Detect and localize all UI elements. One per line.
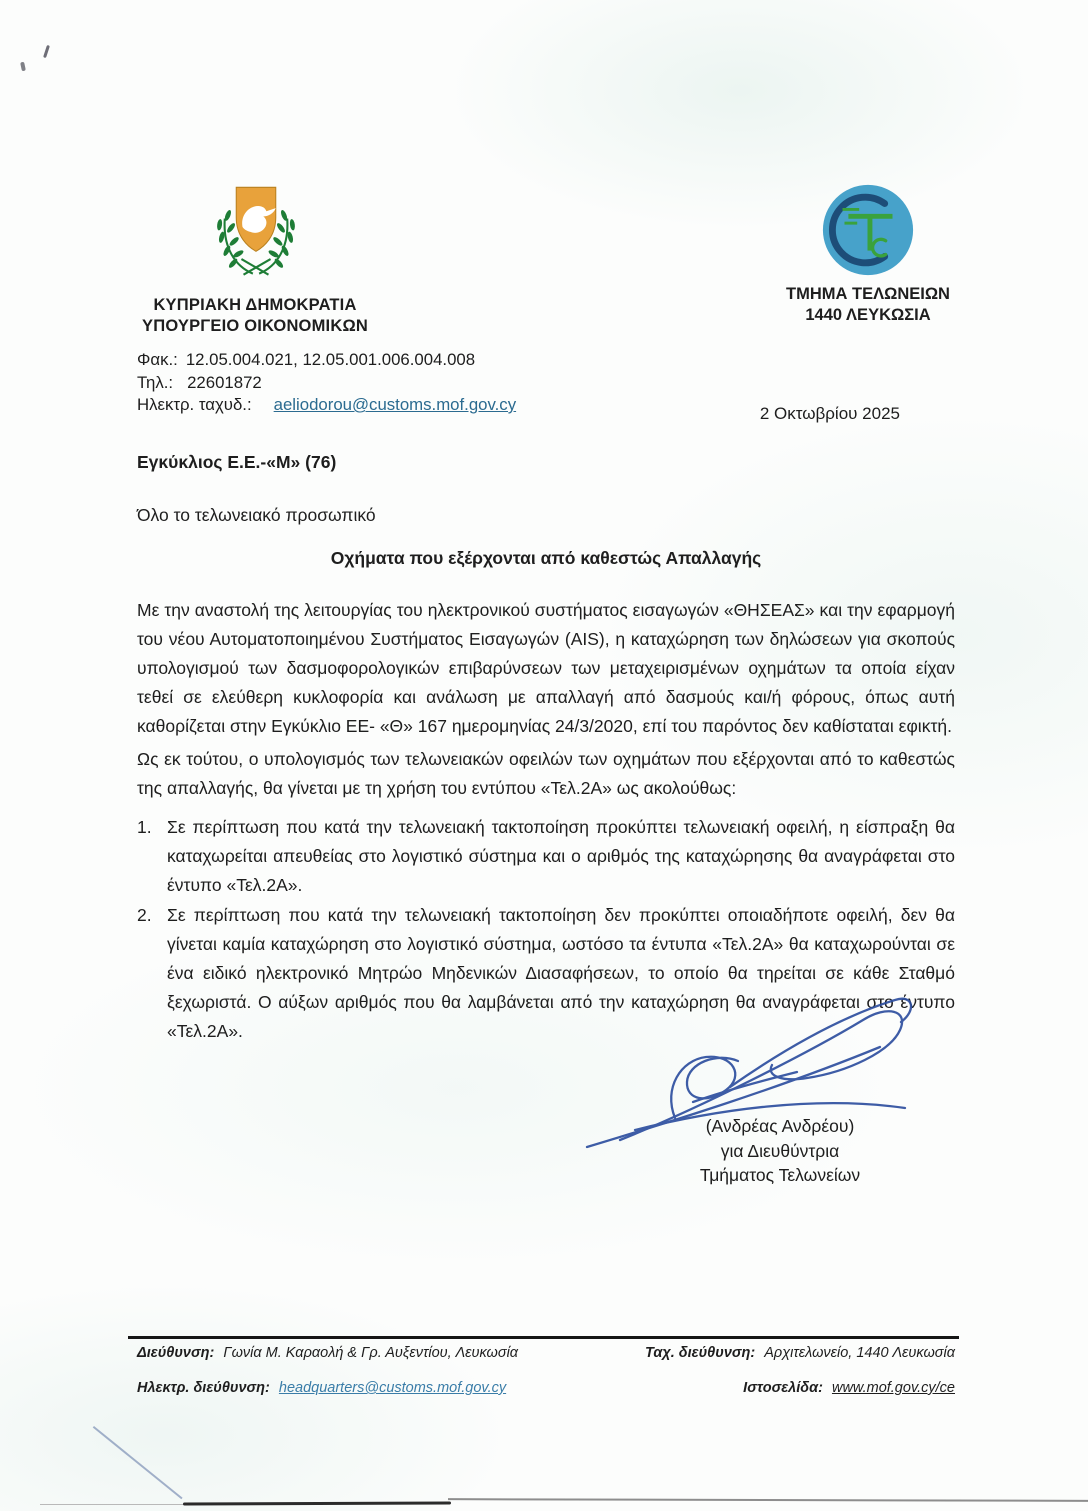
- letter-date: 2 Οκτωβρίου 2025: [759, 404, 900, 423]
- footer-email: Ηλεκτρ. διεύθυνση: headquarters@customs.mof.gov.cy: [137, 1380, 507, 1396]
- header-email-link[interactable]: aeliodorou@customs.mof.gov.cy: [273, 395, 517, 414]
- signatory-block: [615, 1114, 945, 1188]
- paragraph-2: Ως εκ τούτου, ο υπολογισμός των τελωνειακών οφειλών των οχημάτων που εξέρχονται από το καθεστώς της απαλλαγής, θα γίνεται με τη χρήση του εντύπου «Τελ.2Α» ως ακολούθως:: [137, 749, 955, 798]
- file-ref-line: Φακ.: 12.05.004.021, 12.05.001.006.004.008: [137, 350, 476, 369]
- scan-edge-shadow: [448, 1498, 1088, 1502]
- footer-divider: [128, 1336, 959, 1339]
- ministry-name: ΥΠΟΥΡΓΕΙΟ ΟΙΚΟΝΟΜΙΚΩΝ: [142, 317, 368, 335]
- footer-email-link[interactable]: headquarters@customs.mof.gov.cy: [278, 1380, 507, 1396]
- circular-reference: Εγκύκλιος Ε.Ε.-«Μ» (76): [137, 452, 337, 472]
- department-name: ΤΜΗΜΑ ΤΕΛΩΝΕΙΩΝ: [786, 285, 950, 303]
- scan-edge-shadow: [183, 1502, 451, 1506]
- contact-block: [137, 349, 516, 417]
- ministry-header: [120, 295, 390, 337]
- list-item-text: Σε περίπτωση που κατά την τελωνειακή τακτοποίηση δεν προκύπτει οποιαδήποτε οφειλή, δεν θα γίνεται καμία καταχώρηση στο λογιστικό σύστημα, ωστόσο τα έντυπα «Τελ.2Α» θα καταχωρούνται σε ένα ειδικό ηλεκτρονικό Μητρώο Μηδενικών Διασαφήσεων, το οποίο θα τηρείται σε κάθε Σταθμό ξεχωριστά. Ο αύξων αριθμός που θα λαμβάνεται από την καταχώρηση θα αναγράφεται στο έντυπο «Τελ.2Α».: [167, 905, 955, 1041]
- footer-website: Ιστοσελίδα: www.mof.gov.cy/ce: [743, 1380, 955, 1396]
- scan-speck: [20, 62, 26, 72]
- scan-edge-shadow: [40, 1504, 190, 1505]
- footer-website-link[interactable]: www.mof.gov.cy/ce: [831, 1380, 955, 1396]
- coat-of-arms-icon: [146, 183, 366, 284]
- customs-logo-icon: [762, 181, 974, 284]
- signatory-department: Τμήματος Τελωνείων: [699, 1165, 861, 1185]
- list-item-number: 2.: [137, 905, 152, 925]
- signatory-name: (Ανδρέας Ανδρέου): [705, 1116, 855, 1136]
- subject-title: Οχήματα που εξέρχονται από καθεστώς Απαλλαγής: [330, 548, 762, 568]
- footer-address: Διεύθυνση: Γωνία Μ. Καραολή & Γρ. Αυξεντίου, Λευκωσία: [137, 1345, 519, 1361]
- list-item-1: [137, 813, 955, 900]
- phone-line: Τηλ.: 22601872: [137, 372, 262, 392]
- footer-postal-address: Ταχ. διεύθυνση: Αρχιτελωνείο, 1440 Λευκωσία: [645, 1345, 955, 1361]
- email-line: Ηλεκτρ. ταχυδ.: aeliodorou@customs.mof.gov.cy: [137, 395, 517, 414]
- list-item-text: Σε περίπτωση που κατά την τελωνειακή τακτοποίηση προκύπτει τελωνειακή οφειλή, η είσπραξη θα καταχωρείται απευθείας στο λογιστικό σύστημα και ο αριθμός της καταχώρησης θα αναγράφεται στο έντυπο «Τελ.2Α».: [167, 817, 955, 895]
- republic-name: ΚΥΠΡΙΑΚΗ ΔΗΜΟΚΡΑΤΙΑ: [153, 296, 357, 314]
- department-header: [752, 284, 984, 326]
- addressee: Όλο το τελωνειακό προσωπικό: [137, 505, 376, 525]
- department-postcode: 1440 ΛΕΥΚΩΣΙΑ: [805, 306, 931, 324]
- paper-crease-line: [93, 1426, 183, 1499]
- list-item-number: 1.: [137, 817, 152, 837]
- signatory-capacity: για Διευθύντρια: [720, 1140, 840, 1161]
- paragraph-1: Με την αναστολή της λειτουργίας του ηλεκτρονικού συστήματος εισαγωγών «ΘΗΣΕΑΣ» και την εφαρμογή του νέου Αυτοματοποιημένου Συστήματος Εισαγωγών (AIS), η καταχώρηση των δηλώσεων για σκοπούς υπολογισμού των δασμοφορολογικών επιβαρύνσεων των μεταχειρισμένων οχημάτων τα οποία είχαν τεθεί σε ελεύθερη κυκλοφορία και ανάλωση με απαλλαγή από δασμούς και/ή φόρους, όπως αυτή καθορίζεται στην Εγκύκλιο ΕΕ- «Θ» 167 ημερομηνίας 24/3/2020, επί του παρόντος δεν καθίσταται εφικτή.: [137, 600, 955, 736]
- scan-speck: [43, 45, 50, 58]
